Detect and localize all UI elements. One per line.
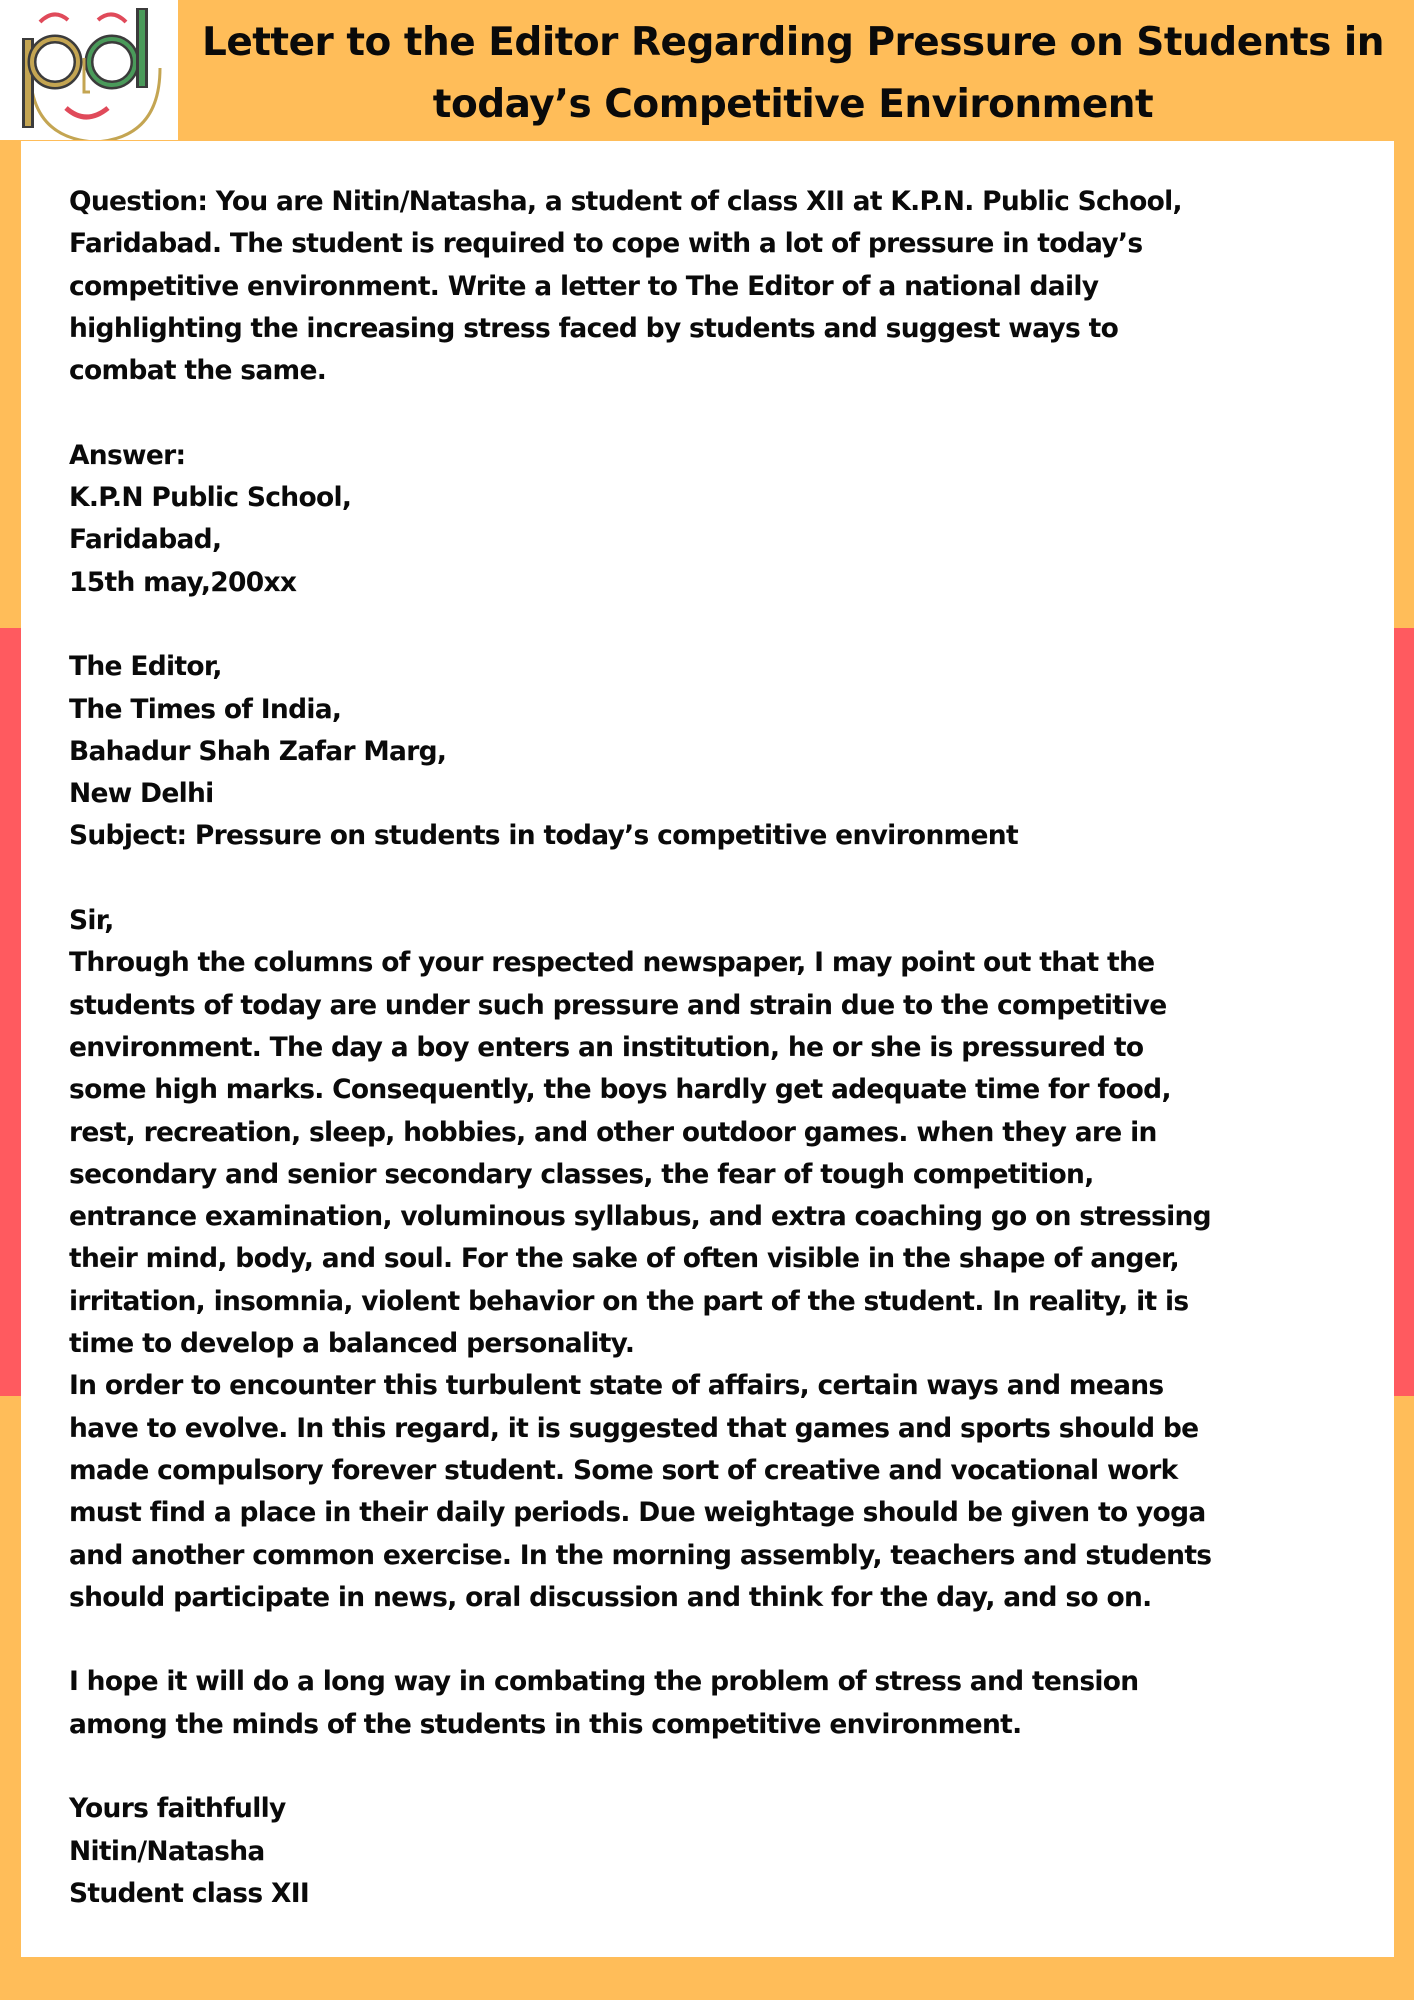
sender-address-line: Faridabad,	[69, 524, 222, 556]
closing-paragraph	[69, 1661, 1369, 1746]
sender-class: Student class XII	[69, 1877, 310, 1909]
sender-address	[69, 477, 1369, 604]
body-line: some high marks. Consequently, the boys hardly get adequate time for food,	[69, 1074, 1171, 1106]
sender-name: Nitin/Natasha	[69, 1835, 265, 1867]
body-line: In order to encounter this turbulent state of affairs, certain ways and means	[69, 1370, 1164, 1402]
closing-line: among the minds of the students in this competitive environment.	[69, 1708, 1022, 1740]
spacer	[69, 1619, 1369, 1661]
receiver-address-line: New Delhi	[69, 778, 214, 810]
question-line: highlighting the increasing stress faced by students and suggest ways to	[69, 312, 1119, 344]
body-line: Through the columns of your respected newspaper, I may point out that the	[69, 947, 1155, 979]
spacer	[69, 858, 1369, 900]
pd-logo-icon	[0, 0, 178, 140]
body-paragraph-2	[69, 1365, 1369, 1619]
complimentary-close: Yours faithfully	[69, 1793, 286, 1825]
body-paragraph-1	[69, 942, 1369, 1365]
sender-address-line: K.P.N Public School,	[69, 482, 352, 514]
body-line: students of today are under such pressure and strain due to the competitive	[69, 989, 1167, 1021]
page-title	[186, 12, 1400, 136]
body-line: made compulsory forever student. Some sort of creative and vocational work	[69, 1454, 1178, 1486]
receiver-address-line: Bahadur Shah Zafar Marg,	[69, 735, 447, 767]
letter-date: 15th may,200xx	[69, 566, 297, 598]
closing-line: I hope it will do a long way in combating the problem of stress and tension	[69, 1666, 1139, 1698]
body-line: their mind, body, and soul. For the sake of often visible in the shape of anger,	[69, 1243, 1179, 1275]
site-logo	[0, 0, 178, 140]
body-line: irritation, insomnia, violent behavior on the part of the student. In reality, it is	[69, 1285, 1189, 1317]
receiver-address	[69, 646, 1369, 815]
receiver-address-line: The Editor,	[69, 651, 222, 683]
sign-off	[69, 1788, 1369, 1915]
body-line: have to evolve. In this regard, it is suggested that games and sports should be	[69, 1412, 1199, 1444]
question-line: Question: You are Nitin/Natasha, a student of class XII at K.P.N. Public School,	[69, 186, 1182, 217]
page-title-line-1: Letter to the Editor Regarding Pressure on Students in	[201, 20, 1385, 65]
body-line: rest, recreation, sleep, hobbies, and other outdoor games. when they are in	[69, 1116, 1157, 1148]
question-line: combat the same.	[69, 355, 327, 387]
body-line: should participate in news, oral discussion and think for the day, and so on.	[69, 1581, 1152, 1613]
spacer	[69, 392, 1369, 434]
letter-subject: Subject: Pressure on students in today’s competitive environment	[69, 820, 1018, 852]
body-line: time to develop a balanced personality.	[69, 1328, 635, 1360]
spacer	[69, 604, 1369, 646]
letter-content	[69, 181, 1369, 1915]
salutation: Sir,	[69, 905, 114, 937]
letter-paper	[21, 141, 1394, 1957]
receiver-address-line: The Times of India,	[69, 693, 342, 725]
answer-label: Answer:	[69, 439, 186, 471]
body-line: environment. The day a boy enters an institution, he or she is pressured to	[69, 1031, 1144, 1063]
body-line: must find a place in their daily periods. Due weightage should be given to yoga	[69, 1497, 1206, 1529]
question-paragraph	[69, 181, 1369, 392]
spacer	[69, 1746, 1369, 1788]
question-line: Faridabad. The student is required to cope with a lot of pressure in today’s	[69, 228, 1143, 260]
body-line: secondary and senior secondary classes, the fear of tough competition,	[69, 1158, 1094, 1190]
page-title-line-2: today’s Competitive Environment	[432, 82, 1154, 127]
body-line: and another common exercise. In the morning assembly, teachers and students	[69, 1539, 1212, 1571]
body-line: entrance examination, voluminous syllabus, and extra coaching go on stressing	[69, 1201, 1211, 1233]
question-line: competitive environment. Write a letter to The Editor of a national daily	[69, 270, 1099, 302]
